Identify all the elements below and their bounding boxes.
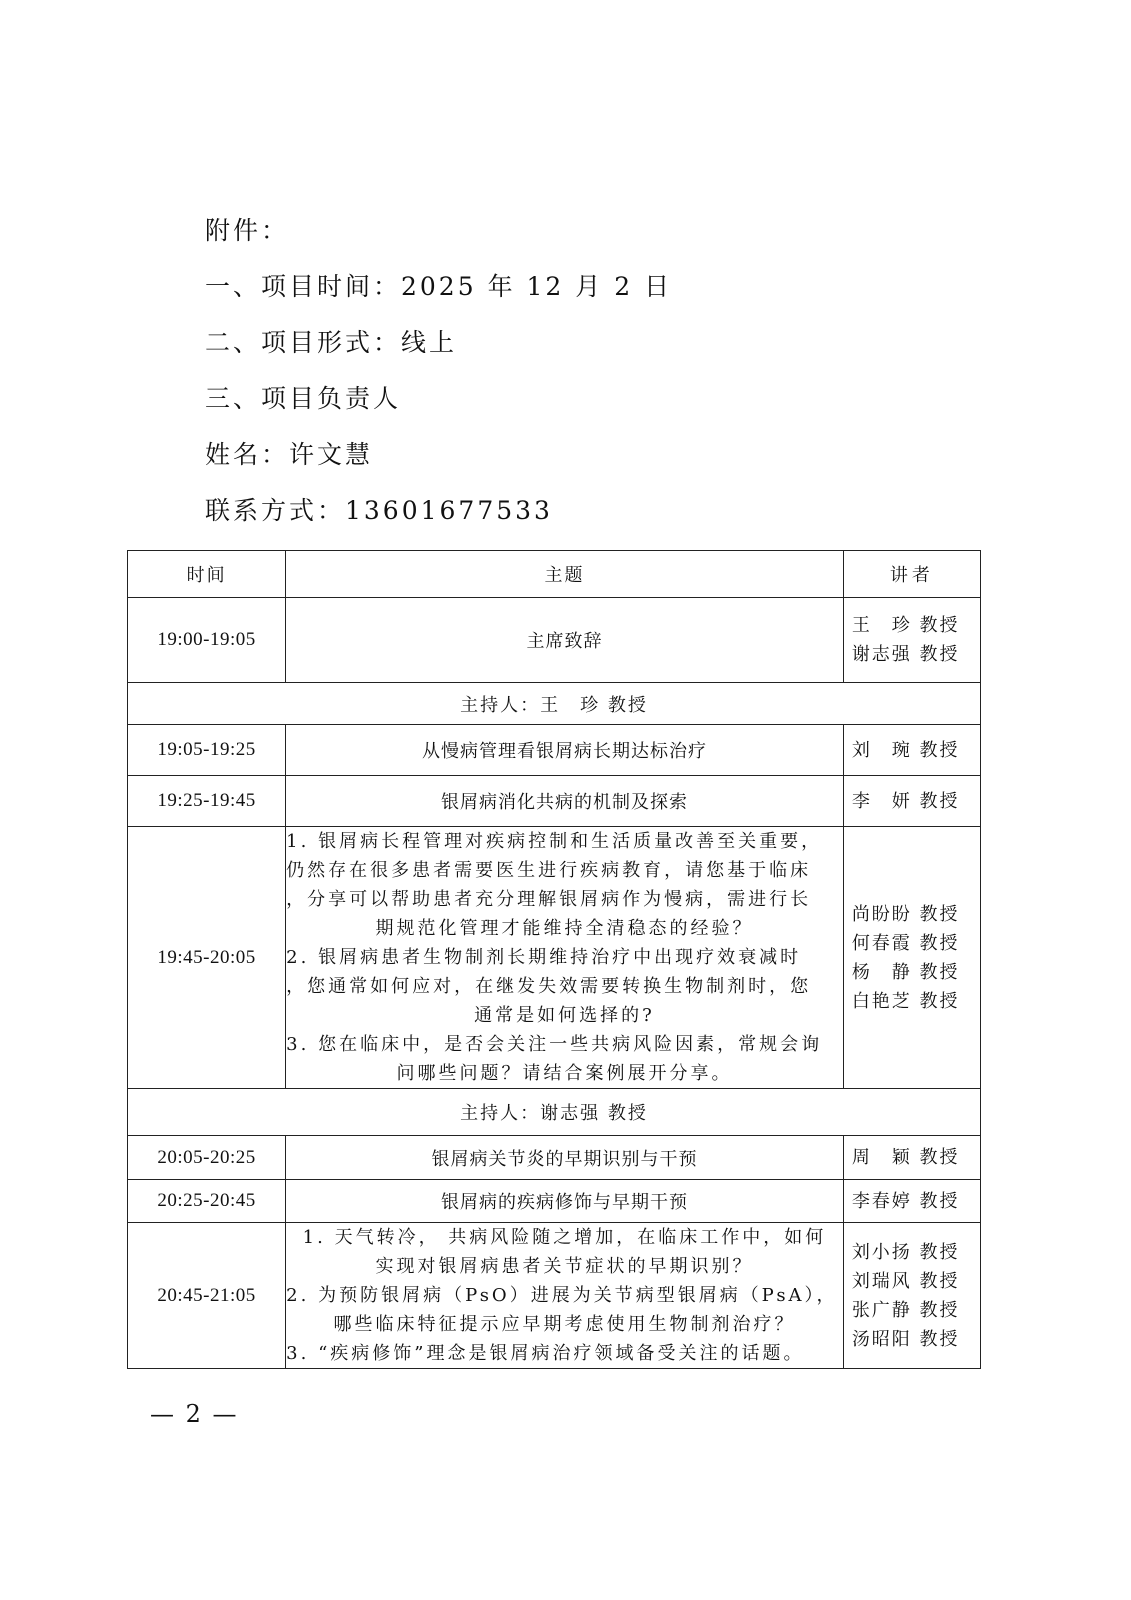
session-speakers	[843, 827, 980, 1089]
table-row	[128, 1136, 981, 1180]
session-topic: 银屑病的疾病修饰与早期干预	[286, 1180, 844, 1223]
attachment-label: 附件：	[205, 216, 290, 245]
discussion-questions	[286, 827, 844, 1089]
session-speakers	[843, 1180, 980, 1223]
table-row	[128, 1180, 981, 1223]
speaker: 刘 琬 教授	[851, 739, 960, 761]
schedule-table	[127, 550, 981, 1369]
column-header-topic: 主题	[286, 551, 844, 598]
speaker: 谢志强 教授	[851, 644, 960, 665]
session-time: 19:05-19:25	[128, 725, 286, 776]
question-line: 2. 为预防银屑病（PsO）进展为关节病型银屑病（PsA），	[286, 1285, 838, 1306]
session-host: 主持人：谢志强 教授	[128, 1089, 981, 1136]
speaker: 李春婷 教授	[851, 1190, 960, 1212]
question-line: 期规范化管理才能维持全清稳态的经验？	[375, 918, 754, 939]
project-format: 二、项目形式：线上	[205, 328, 458, 357]
table-row	[128, 725, 981, 776]
question-line: 1. 银屑病长程管理对疾病控制和生活质量改善至关重要，	[286, 831, 823, 852]
table-row	[128, 776, 981, 827]
speaker: 杨 静 教授	[851, 961, 960, 983]
question-line: 通常是如何选择的?	[474, 1005, 655, 1026]
speaker: 张广静 教授	[851, 1299, 960, 1321]
session-topic: 从慢病管理看银屑病长期达标治疗	[286, 725, 844, 776]
question-line: 1. 天气转冷， 共病风险随之增加，在临床工作中，如何	[302, 1227, 827, 1248]
table-row	[128, 598, 981, 683]
speaker: 李 妍 教授	[851, 790, 960, 812]
session-speakers	[843, 1223, 980, 1369]
speaker: 白艳芝 教授	[851, 990, 960, 1012]
host-row	[128, 1089, 981, 1136]
speaker: 刘小扬 教授	[851, 1241, 960, 1263]
lead-name: 姓名：许文慧	[205, 440, 374, 469]
question-line: 问哪些问题？请结合案例展开分享。	[396, 1063, 733, 1084]
session-speakers	[843, 598, 980, 683]
question-line: ，分享可以帮助患者充分理解银屑病作为慢病，需进行长	[286, 889, 812, 910]
speaker: 周 颖 教授	[851, 1147, 960, 1168]
session-time: 19:45-20:05	[128, 827, 286, 1089]
page-number: — 2 —	[150, 1400, 239, 1428]
speaker: 刘瑞风 教授	[851, 1270, 960, 1292]
session-time: 20:05-20:25	[128, 1136, 286, 1180]
question-line: ，您通常如何应对，在继发失效需要转换生物制剂时，您	[286, 976, 812, 997]
session-topic: 银屑病消化共病的机制及探索	[286, 776, 844, 827]
speaker: 尚盼盼 教授	[851, 903, 960, 925]
column-header-time: 时间	[128, 551, 286, 598]
session-speakers	[843, 1136, 980, 1180]
speaker: 汤昭阳 教授	[851, 1328, 960, 1350]
question-line: 3. 您在临床中，是否会关注一些共病风险因素，常规会询	[286, 1034, 823, 1055]
table-header-row	[128, 551, 981, 598]
question-line: 哪些临床特征提示应早期考虑使用生物制剂治疗？	[333, 1314, 796, 1335]
session-time: 20:45-21:05	[128, 1223, 286, 1369]
session-time: 19:00-19:05	[128, 598, 286, 683]
speaker: 何春霞 教授	[851, 932, 960, 954]
session-host: 主持人：王 珍 教授	[128, 683, 981, 725]
session-time: 19:25-19:45	[128, 776, 286, 827]
host-row	[128, 683, 981, 725]
discussion-questions	[286, 1223, 844, 1369]
project-lead-heading: 三、项目负责人	[205, 384, 402, 413]
session-topic: 主席致辞	[286, 598, 844, 683]
table-row	[128, 1223, 981, 1369]
question-line: 2. 银屑病患者生物制剂长期维持治疗中出现疗效衰减时	[286, 947, 802, 968]
question-line: 仍然存在很多患者需要医生进行疾病教育，请您基于临床	[286, 860, 812, 881]
lead-contact: 联系方式：13601677533	[205, 496, 553, 525]
question-line: 实现对银屑病患者关节症状的早期识别？	[375, 1256, 754, 1277]
question-line: 3. “疾病修饰”理念是银屑病治疗领域备受关注的话题。	[286, 1343, 805, 1364]
session-speakers	[843, 776, 980, 827]
session-time: 20:25-20:45	[128, 1180, 286, 1223]
column-header-speaker: 讲者	[843, 551, 980, 598]
table-row	[128, 827, 981, 1089]
project-time: 一、项目时间：2025 年 12 月 2 日	[205, 272, 673, 301]
session-speakers	[843, 725, 980, 776]
speaker: 王 珍 教授	[851, 615, 960, 636]
session-topic: 银屑病关节炎的早期识别与干预	[286, 1136, 844, 1180]
